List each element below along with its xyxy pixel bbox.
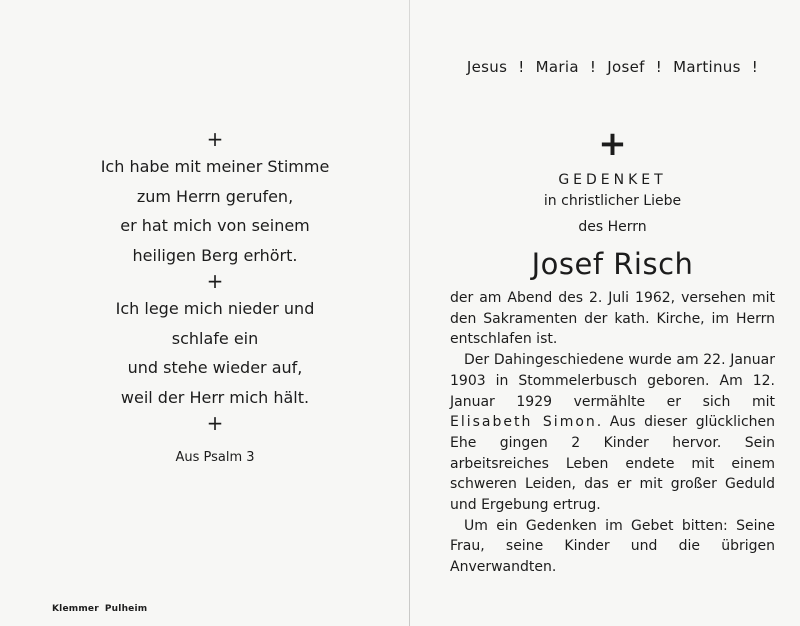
psalm-source: Aus Psalm 3 bbox=[175, 450, 255, 465]
obituary-text bbox=[450, 288, 775, 578]
intro-line: des Herrn bbox=[578, 219, 647, 235]
verse-line: zum Herrn gerufen, bbox=[136, 186, 294, 206]
printer-place: Pulheim bbox=[104, 604, 148, 614]
life-text-b: . Aus dieser glücklichen Ehe gingen 2 Kinder hervor. Sein arbeitsreiches Leben endete mit einem schweren Leiden, das er mit großer Geduld und Ergebung ertrug. bbox=[450, 414, 775, 514]
verse-line: weil der Herr mich hält. bbox=[120, 387, 310, 407]
cross-symbol-bottom: + bbox=[206, 411, 224, 435]
verse-line: schlafe ein bbox=[171, 328, 259, 348]
cross-icon: + bbox=[598, 124, 627, 164]
fold-line bbox=[409, 0, 410, 626]
verse-line: er hat mich von seinem bbox=[120, 216, 310, 235]
verse-line: Ich lege mich nieder und bbox=[115, 299, 315, 318]
heading-gedenket: GEDENKET bbox=[558, 172, 667, 188]
printer-imprint bbox=[52, 604, 147, 614]
right-panel bbox=[450, 58, 775, 578]
intro-line: in christlicher Liebe bbox=[543, 193, 682, 209]
paragraph-death: der am Abend des 2. Juli 1962, versehen mit den Sakramenten der kath. Kirche, im Herrn entschlafen ist. bbox=[450, 290, 775, 348]
left-panel bbox=[70, 128, 360, 465]
life-text-a: Der Dahingeschiedene wurde am 22. Januar 1903 in Stommelerbusch geboren. Am 12. Januar 1929 vermählte er sich mit bbox=[450, 352, 775, 410]
paragraph-request: Um ein Gedenken im Gebet bitten: Seine Frau, seine Kinder und die übrigen Anverwandten. bbox=[450, 517, 775, 576]
spouse-name: Elisabeth Simon bbox=[450, 414, 597, 431]
verse-line: Ich habe mit meiner Stimme bbox=[100, 157, 330, 176]
paragraph-life bbox=[450, 350, 775, 516]
cross-symbol-middle: + bbox=[206, 269, 224, 293]
cross-symbol-top: + bbox=[206, 127, 224, 151]
invocation: Jesus ! Maria ! Josef ! Martinus ! bbox=[466, 58, 759, 76]
verse-line: und stehe wieder auf, bbox=[127, 358, 303, 377]
printer-name: Klemmer bbox=[52, 604, 99, 614]
verse-line: heiligen Berg erhört. bbox=[132, 245, 298, 265]
deceased-name: Josef Risch bbox=[531, 247, 694, 281]
